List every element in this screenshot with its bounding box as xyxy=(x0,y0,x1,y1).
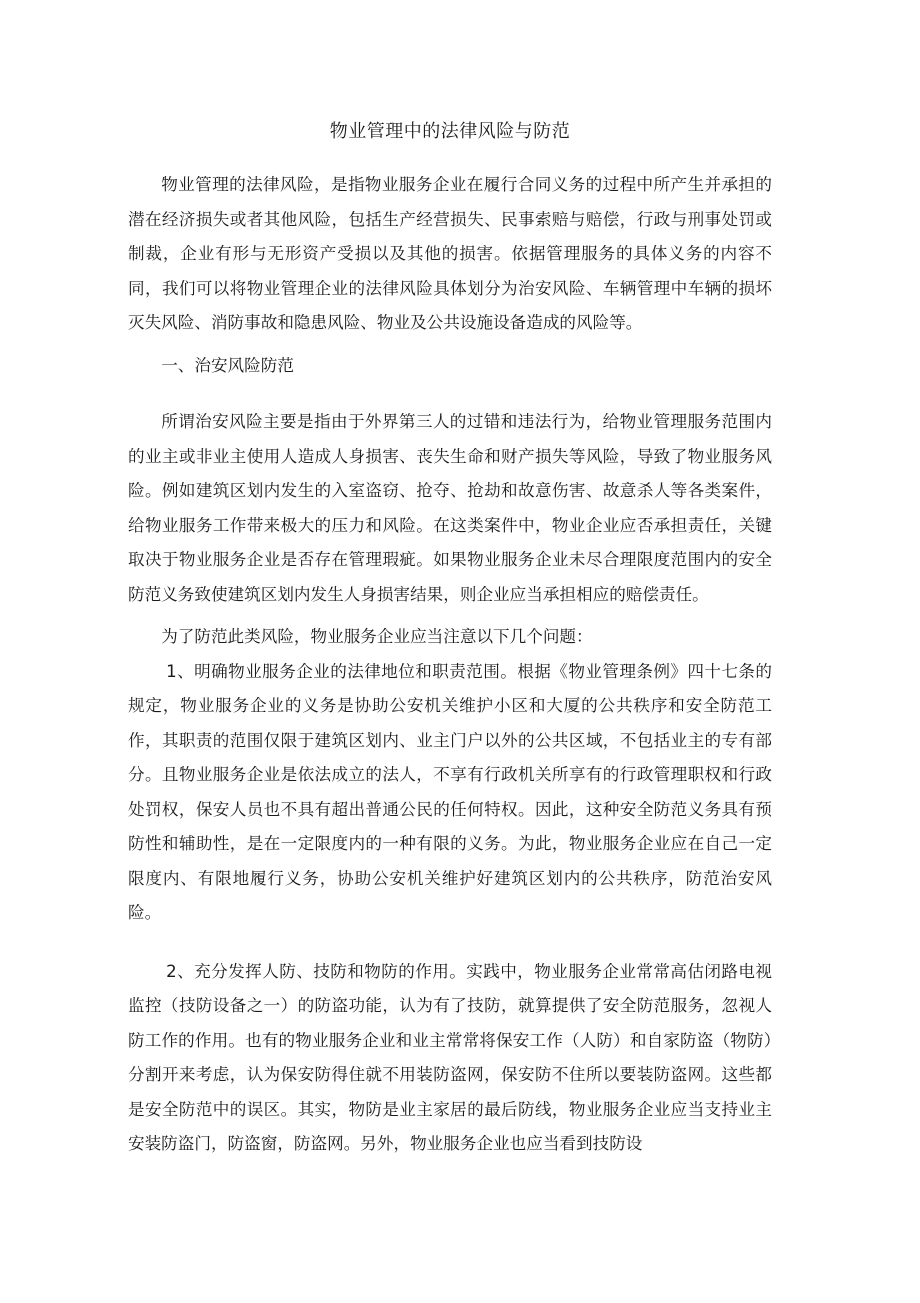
paragraph-item-1: 1、明确物业服务企业的法律地位和职责范围。根据《物业管理条例》四十七条的规定，物业服务企业的义务是协助公安机关维护小区和大厦的公共秩序和安全防范工作，其职责的范围仅限于建筑区划内、业主门户以外的公共区域，不包括业主的专有部分。且物业服务企业是依法成立的法人，不享有行政机关所享有的行政管理职权和行政处罚权，保安人员也不具有超出普通公民的任何特权。因此，这种安全防范义务具有预防性和辅助性，是在一定限度内的一种有限的义务。为此，物业服务企业应在自己一定限度内、有限地履行义务，协助公安机关维护好建筑区划内的公共秩序，防范治安风险。 xyxy=(128,661,772,922)
paragraph-item-2: 2、充分发挥人防、技防和物防的作用。实践中，物业服务企业常常高估闭路电视监控（技防设备之一）的防盗功能，认为有了技防，就算提供了安全防范服务，忽视人防工作的作用。也有的物业服务企业和业主常常将保安工作（人防）和自家防盗（物防）分割开来考虑，认为保安防得住就不用装防盗网，保安防不住所以要装防盗网。这些都是安全防范中的误区。其实，物防是业主家居的最后防线，物业服务企业应当支持业主安装防盗门，防盗窗，防盗网。另外，物业服务企业也应当看到技防设 xyxy=(128,961,772,1153)
section-heading-security-risk: 一、治安风险防范 xyxy=(161,355,294,375)
paragraph-intro: 物业管理的法律风险，是指物业服务企业在履行合同义务的过程中所产生并承担的潜在经济损失或者其他风险，包括生产经营损失、民事索赔与赔偿，行政与刑事处罚或制裁，企业有形与无形资产受损以及其他的损害。依据管理服务的具体义务的内容不同，我们可以将物业管理企业的法律风险具体划分为治安风险、车辆管理中车辆的损坏灭失风险、消防事故和隐患风险、物业及公共设施设备造成的风险等。 xyxy=(128,175,772,332)
paragraph-precautions-lead: 为了防范此类风险，物业服务企业应当注意以下几个问题： xyxy=(161,627,593,646)
document-title: 物业管理中的法律风险与防范 xyxy=(329,121,571,142)
paragraph-security-risk: 所谓治安风险主要是指由于外界第三人的过错和违法行为，给物业管理服务范围内的业主或非业主使用人造成人身损害、丧失生命和财产损失等风险，导致了物业服务风险。例如建筑区划内发生的入室盗窃、抢夺、抢劫和故意伤害、故意杀人等各类案件，给物业服务工作带来极大的压力和风险。在这类案件中，物业企业应否承担责任，关键取决于物业服务企业是否存在管理瑕疵。如果物业服务企业未尽合理限度范围内的安全防范义务致使建筑区划内发生人身损害结果，则企业应当承担相应的赔偿责任。 xyxy=(128,412,772,604)
